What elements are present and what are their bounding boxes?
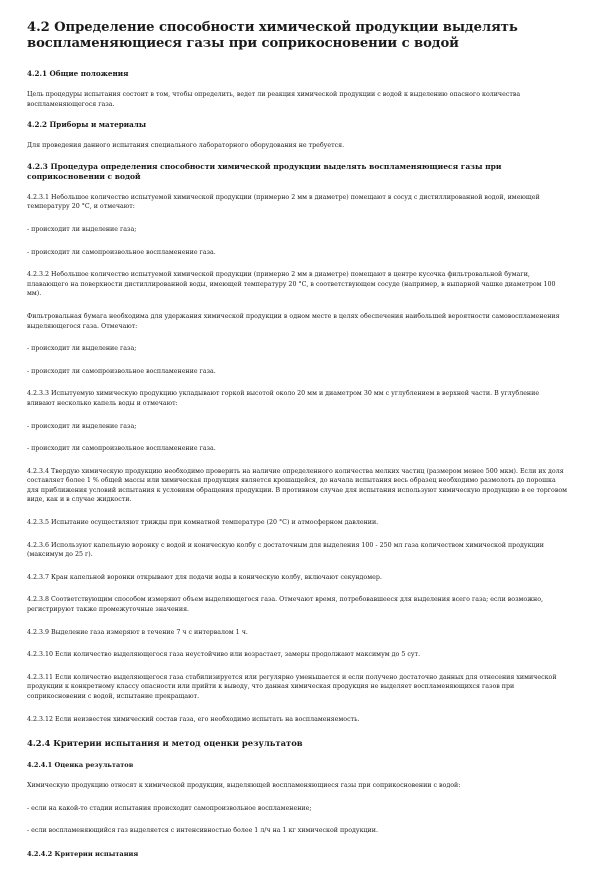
- list-item: - происходит ли выделение газа;: [27, 225, 137, 233]
- paragraph: 4.2.3.3 Испытуемую химическую продукцию укладывают горкой высотой около 20 мм и диаметром 30 мм с углублением в верхней части. В углубление вливают несколько капель воды и отмечают:: [27, 390, 540, 407]
- paragraph: 4.2.3.8 Соответствующим способом измеряют объем выделяющегося газа. Отмечают время, потребовавшееся для выделения всего газа; если возможно, регистрируют также промежуточные значения.: [27, 596, 543, 614]
- paragraph: Химическую продукцию относят к химической продукции, выделяющей воспламеняющиеся газы при соприкосновении с водой:: [27, 782, 461, 790]
- list-item: - если воспламеняющийся газ выделяется с интенсивностью более 1 л/ч на 1 кг химической продукции.: [27, 827, 378, 835]
- list-item: - происходит ли самопроизвольное воспламенение газа.: [27, 367, 216, 375]
- section-heading-4-2-4: 4.2.4 Критерии испытания и метод оценки результатов: [27, 738, 303, 749]
- paragraph: 4.2.3.7 Кран капельной воронки открывают для подачи воды в коническую колбу, включают секундомер.: [27, 573, 382, 581]
- list-item: - происходит ли выделение газа;: [27, 422, 137, 430]
- paragraph: Для проведения данного испытания специального лабораторного оборудования не требуется.: [27, 142, 345, 150]
- paragraph: 4.2.3.2 Небольшое количество испытуемой химической продукции (примерно 2 мм в диаметре) помещают в центре кусочка фильтровальной бумаги, плавающего на поверхности дистиллированной воды, имеющей температуру 20 °С, в соответствующем сосуде (например, в выпарной чашке диаметром 100 мм).: [27, 271, 556, 298]
- page-title: 4.2 Определение способности химической продукции выделять воспламеняющиеся газы при соприкосновении с водой: [27, 20, 518, 51]
- subsection-heading: 4.2.4.2 Критерии испытания: [27, 849, 139, 858]
- list-item: - происходит ли самопроизвольное воспламенение газа.: [27, 248, 216, 256]
- paragraph: 4.2.3.11 Если количество выделяющегося газа стабилизируется или регулярно уменьшается и если получено достаточно данных для отнесения химической продукции к конкретному классу опасности или прийти к выводу, что данная химическая продукция не выделяет воспламеняющихся газов при соприкосновении с водой, испытание прекращают.: [27, 673, 557, 700]
- section-heading-4-2-2: 4.2.2 Приборы и материалы: [27, 120, 147, 130]
- subsection-heading: 4.2.4.1 Оценка результатов: [27, 761, 134, 770]
- paragraph: Фильтровальная бумага необходима для удержания химической продукции в одном месте в целях обеспечения наибольшей вероятности самовоспламенения выделяющегося газа. Отмечают:: [27, 312, 560, 330]
- section-heading-4-2-3: 4.2.3 Процедура определения способности химической продукции выделять воспламеняющиеся газы при соприкосновении с водой: [27, 161, 502, 181]
- list-item: - происходит ли выделение газа;: [27, 345, 137, 353]
- section-heading-4-2-1: 4.2.1 Общие положения: [27, 69, 129, 78]
- list-item: - происходит ли самопроизвольное воспламенение газа.: [27, 445, 216, 453]
- paragraph: 4.2.3.12 Если неизвестен химический состав газа, его необходимо испытать на воспламеняемость.: [27, 715, 360, 723]
- document-page: [27, 20, 568, 870]
- paragraph: Цель процедуры испытания состоит в том, чтобы определить, ведет ли реакция химической продукции с водой к выделению опасного количества воспламеняющегося газа.: [27, 91, 521, 108]
- list-item: - если на какой-то стадии испытания происходит самопроизвольное воспламенение;: [27, 804, 312, 812]
- paragraph: 4.2.3.1 Небольшое количество испытуемой химической продукции (примерно 2 мм в диаметре) помещают в сосуд с дистиллированной водой, имеющей температуру 20 °С, и отмечают:: [27, 193, 540, 211]
- paragraph: 4.2.3.4 Твердую химическую продукцию необходимо проверить на наличие определенного количества мелких частиц (размером менее 500 мкм). Если их доля составляет более 1 % общей массы или химическая продукция является крошащейся, до начала испытания весь образец необходимо размолоть до порошка для приближения условий испытания к условиям обращения продукции. В противном случае для испытания используют химическую продукцию в ее торговом виде, как и в случае жидкости.: [27, 467, 568, 504]
- paragraph: 4.2.3.10 Если количество выделяющегося газа неустойчиво или возрастает, замеры продолжают максимум до 5 сут.: [27, 651, 421, 659]
- paragraph: 4.2.3.5 Испытание осуществляют трижды при комнатной температуре (20 °С) и атмосферном давлении.: [27, 519, 379, 527]
- paragraph: 4.2.3.6 Используют капельную воронку с водой и коническую колбу с достаточным для выделения 100 - 250 мл газа количеством химической продукции (максимум до 25 г).: [27, 541, 544, 559]
- paragraph: 4.2.3.9 Выделение газа измеряют в течение 7 ч с интервалом 1 ч.: [27, 628, 248, 636]
